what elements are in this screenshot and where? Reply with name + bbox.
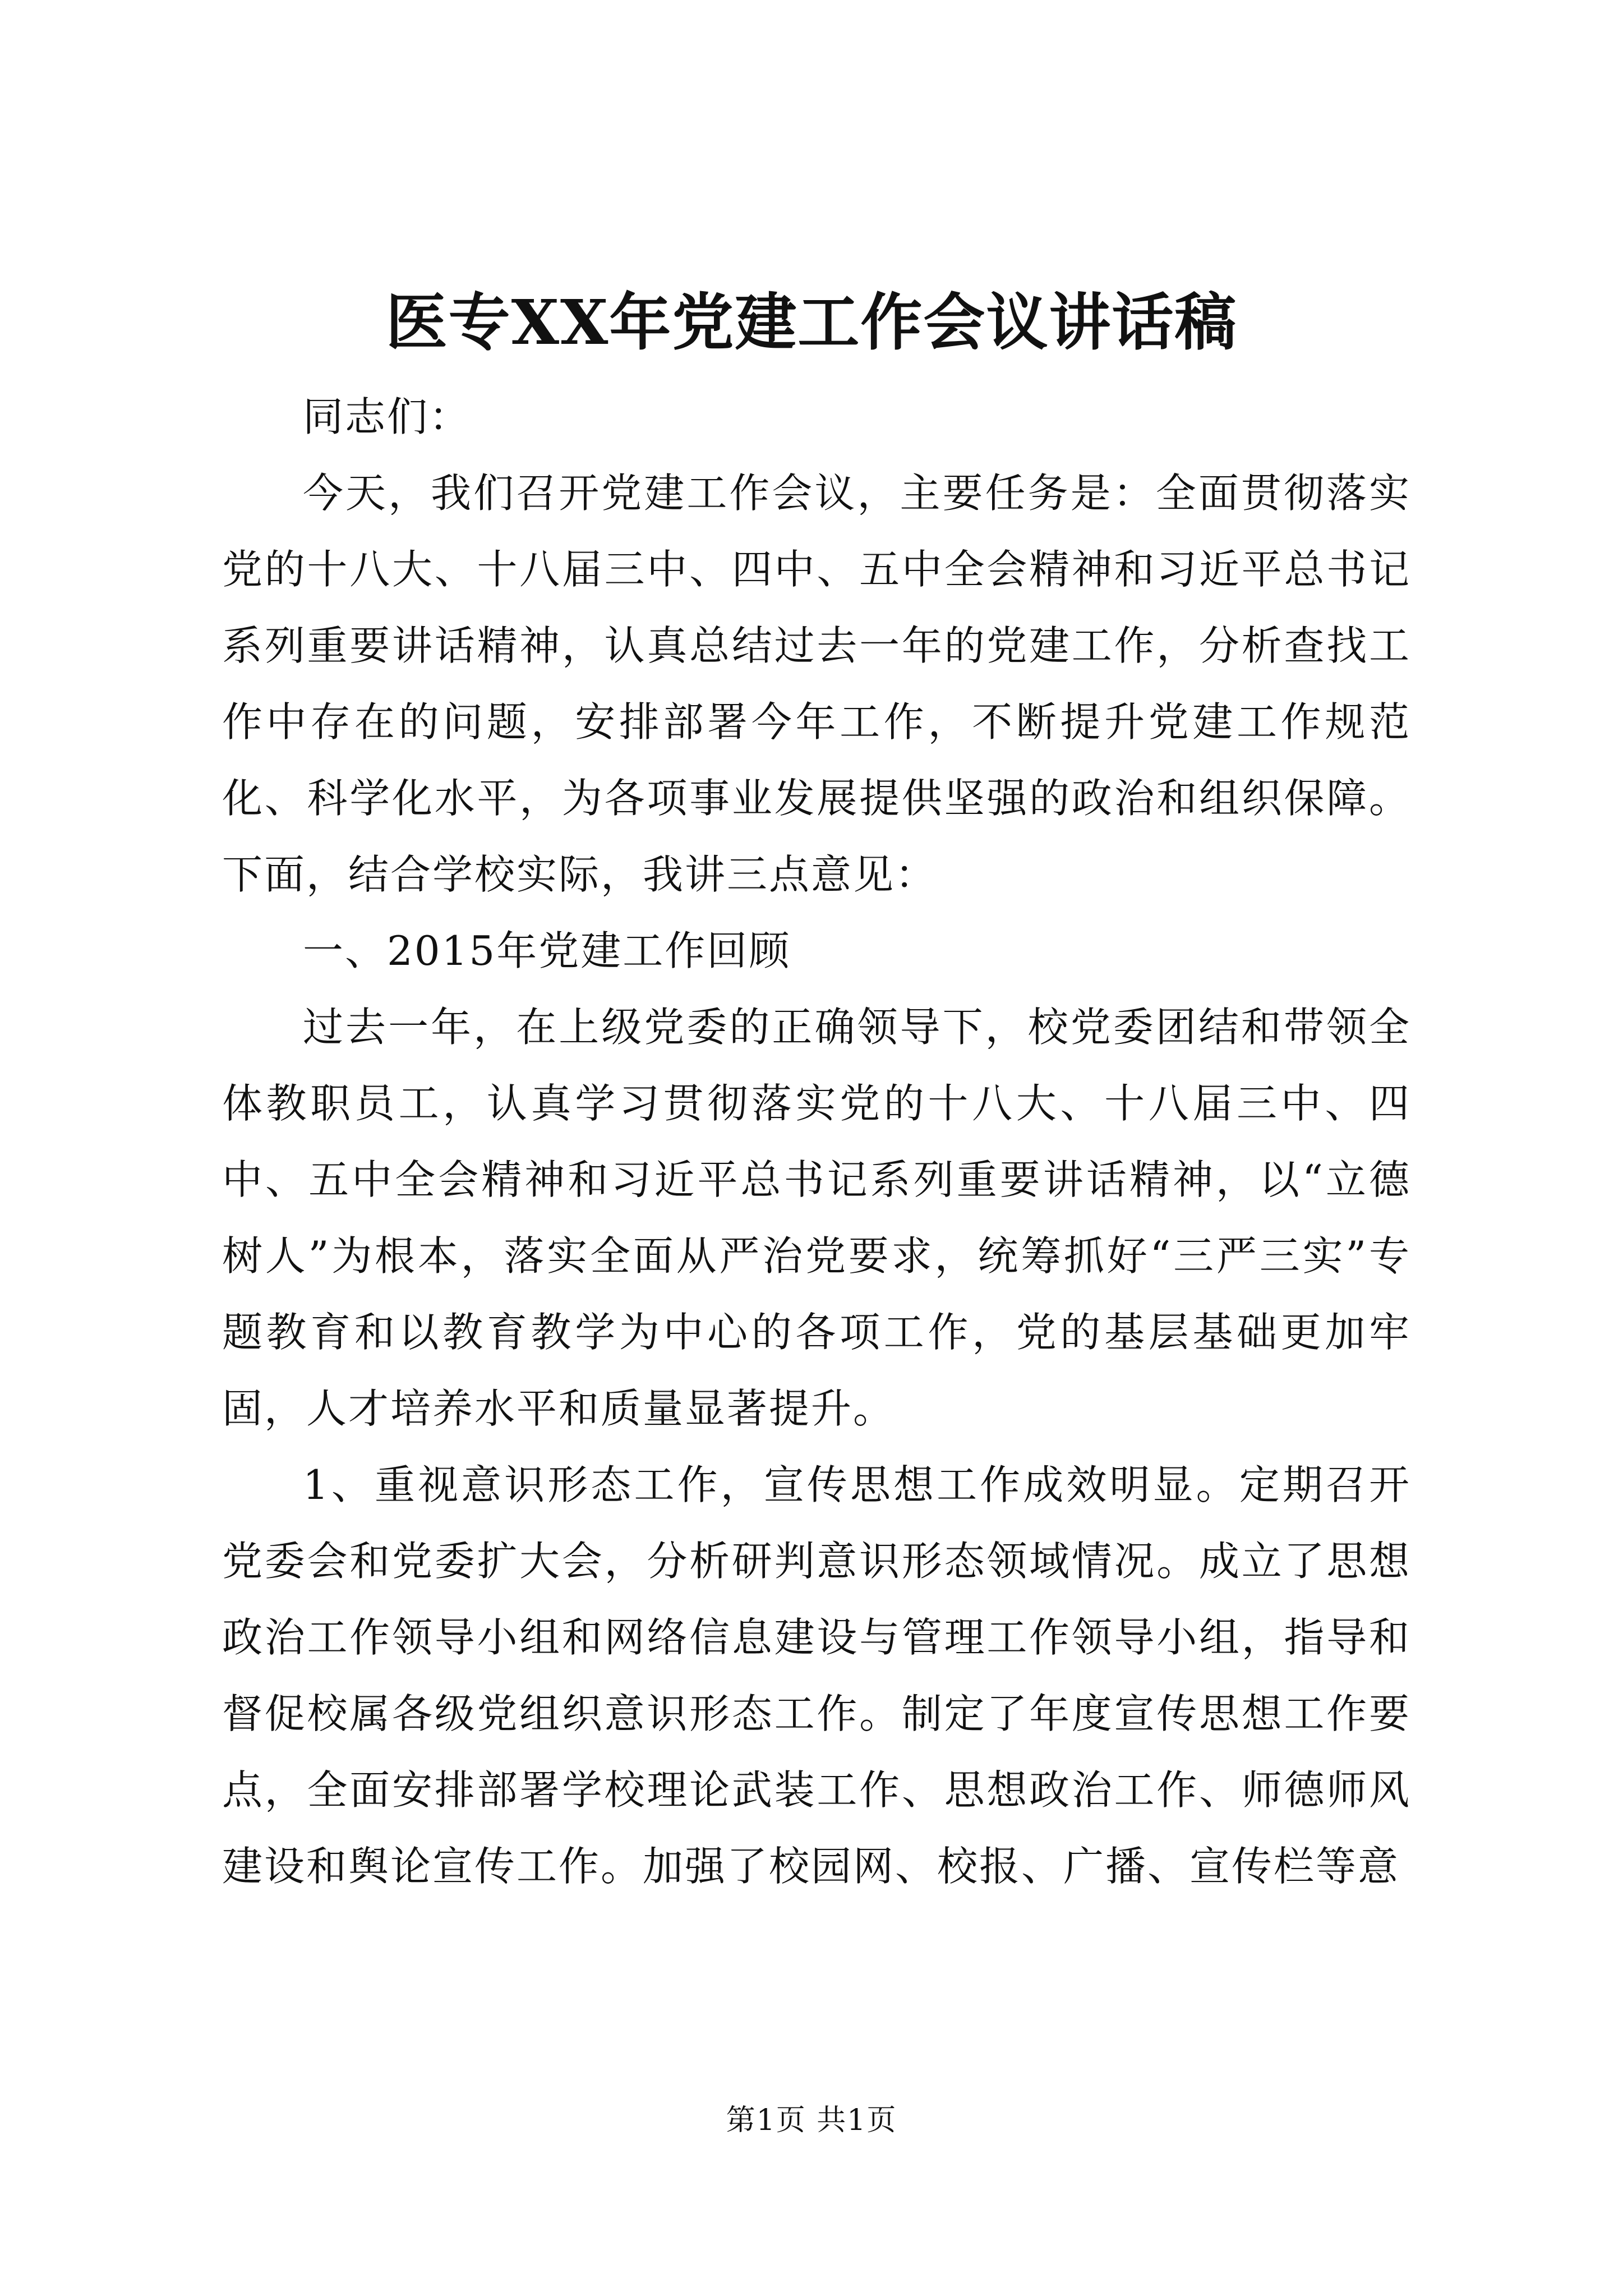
document-body [222,379,1411,1904]
document-title: 医专XX年党建工作会议讲话稿 [385,286,1238,358]
salutation: 同志们： [303,393,472,440]
section-heading: 一、2015年党建工作回顾 [303,927,791,974]
page-footer: 第1页 共1页 [726,2104,897,2137]
body-paragraph: 1、重视意识形态工作，宣传思想工作成效明显。定期召开党委会和党委扩大会，分析研判意识形态领域情况。成立了思想政治工作领导小组和网络信息建设与管理工作领导小组，指导和督促校属各级党组织意识形态工作。制定了年度宣传思想工作要点，全面安排部署学校理论武装工作、思想政治工作、师德师风建设和舆论宣传工作。加强了校园网、校报、广播、宣传栏等意 [222,1461,1411,1890]
body-paragraph: 过去一年，在上级党委的正确领导下，校党委团结和带领全体教职员工，认真学习贯彻落实党的十八大、十八届三中、四中、五中全会精神和习近平总书记系列重要讲话精神，以“立德树人”为根本，落实全面从严治党要求，统筹抓好“三严三实”专题教育和以教育教学为中心的各项工作，党的基层基础更加牢固，人才培养水平和质量显著提升。 [222,1004,1411,1432]
body-paragraph: 今天，我们召开党建工作会议，主要任务是：全面贯彻落实党的十八大、十八届三中、四中、五中全会精神和习近平总书记系列重要讲话精神，认真总结过去一年的党建工作，分析查找工作中存在的问题，安排部署今年工作，不断提升党建工作规范化、科学化水平，为各项事业发展提供坚强的政治和组织保障。下面，结合学校实际，我讲三点意见： [222,470,1411,898]
